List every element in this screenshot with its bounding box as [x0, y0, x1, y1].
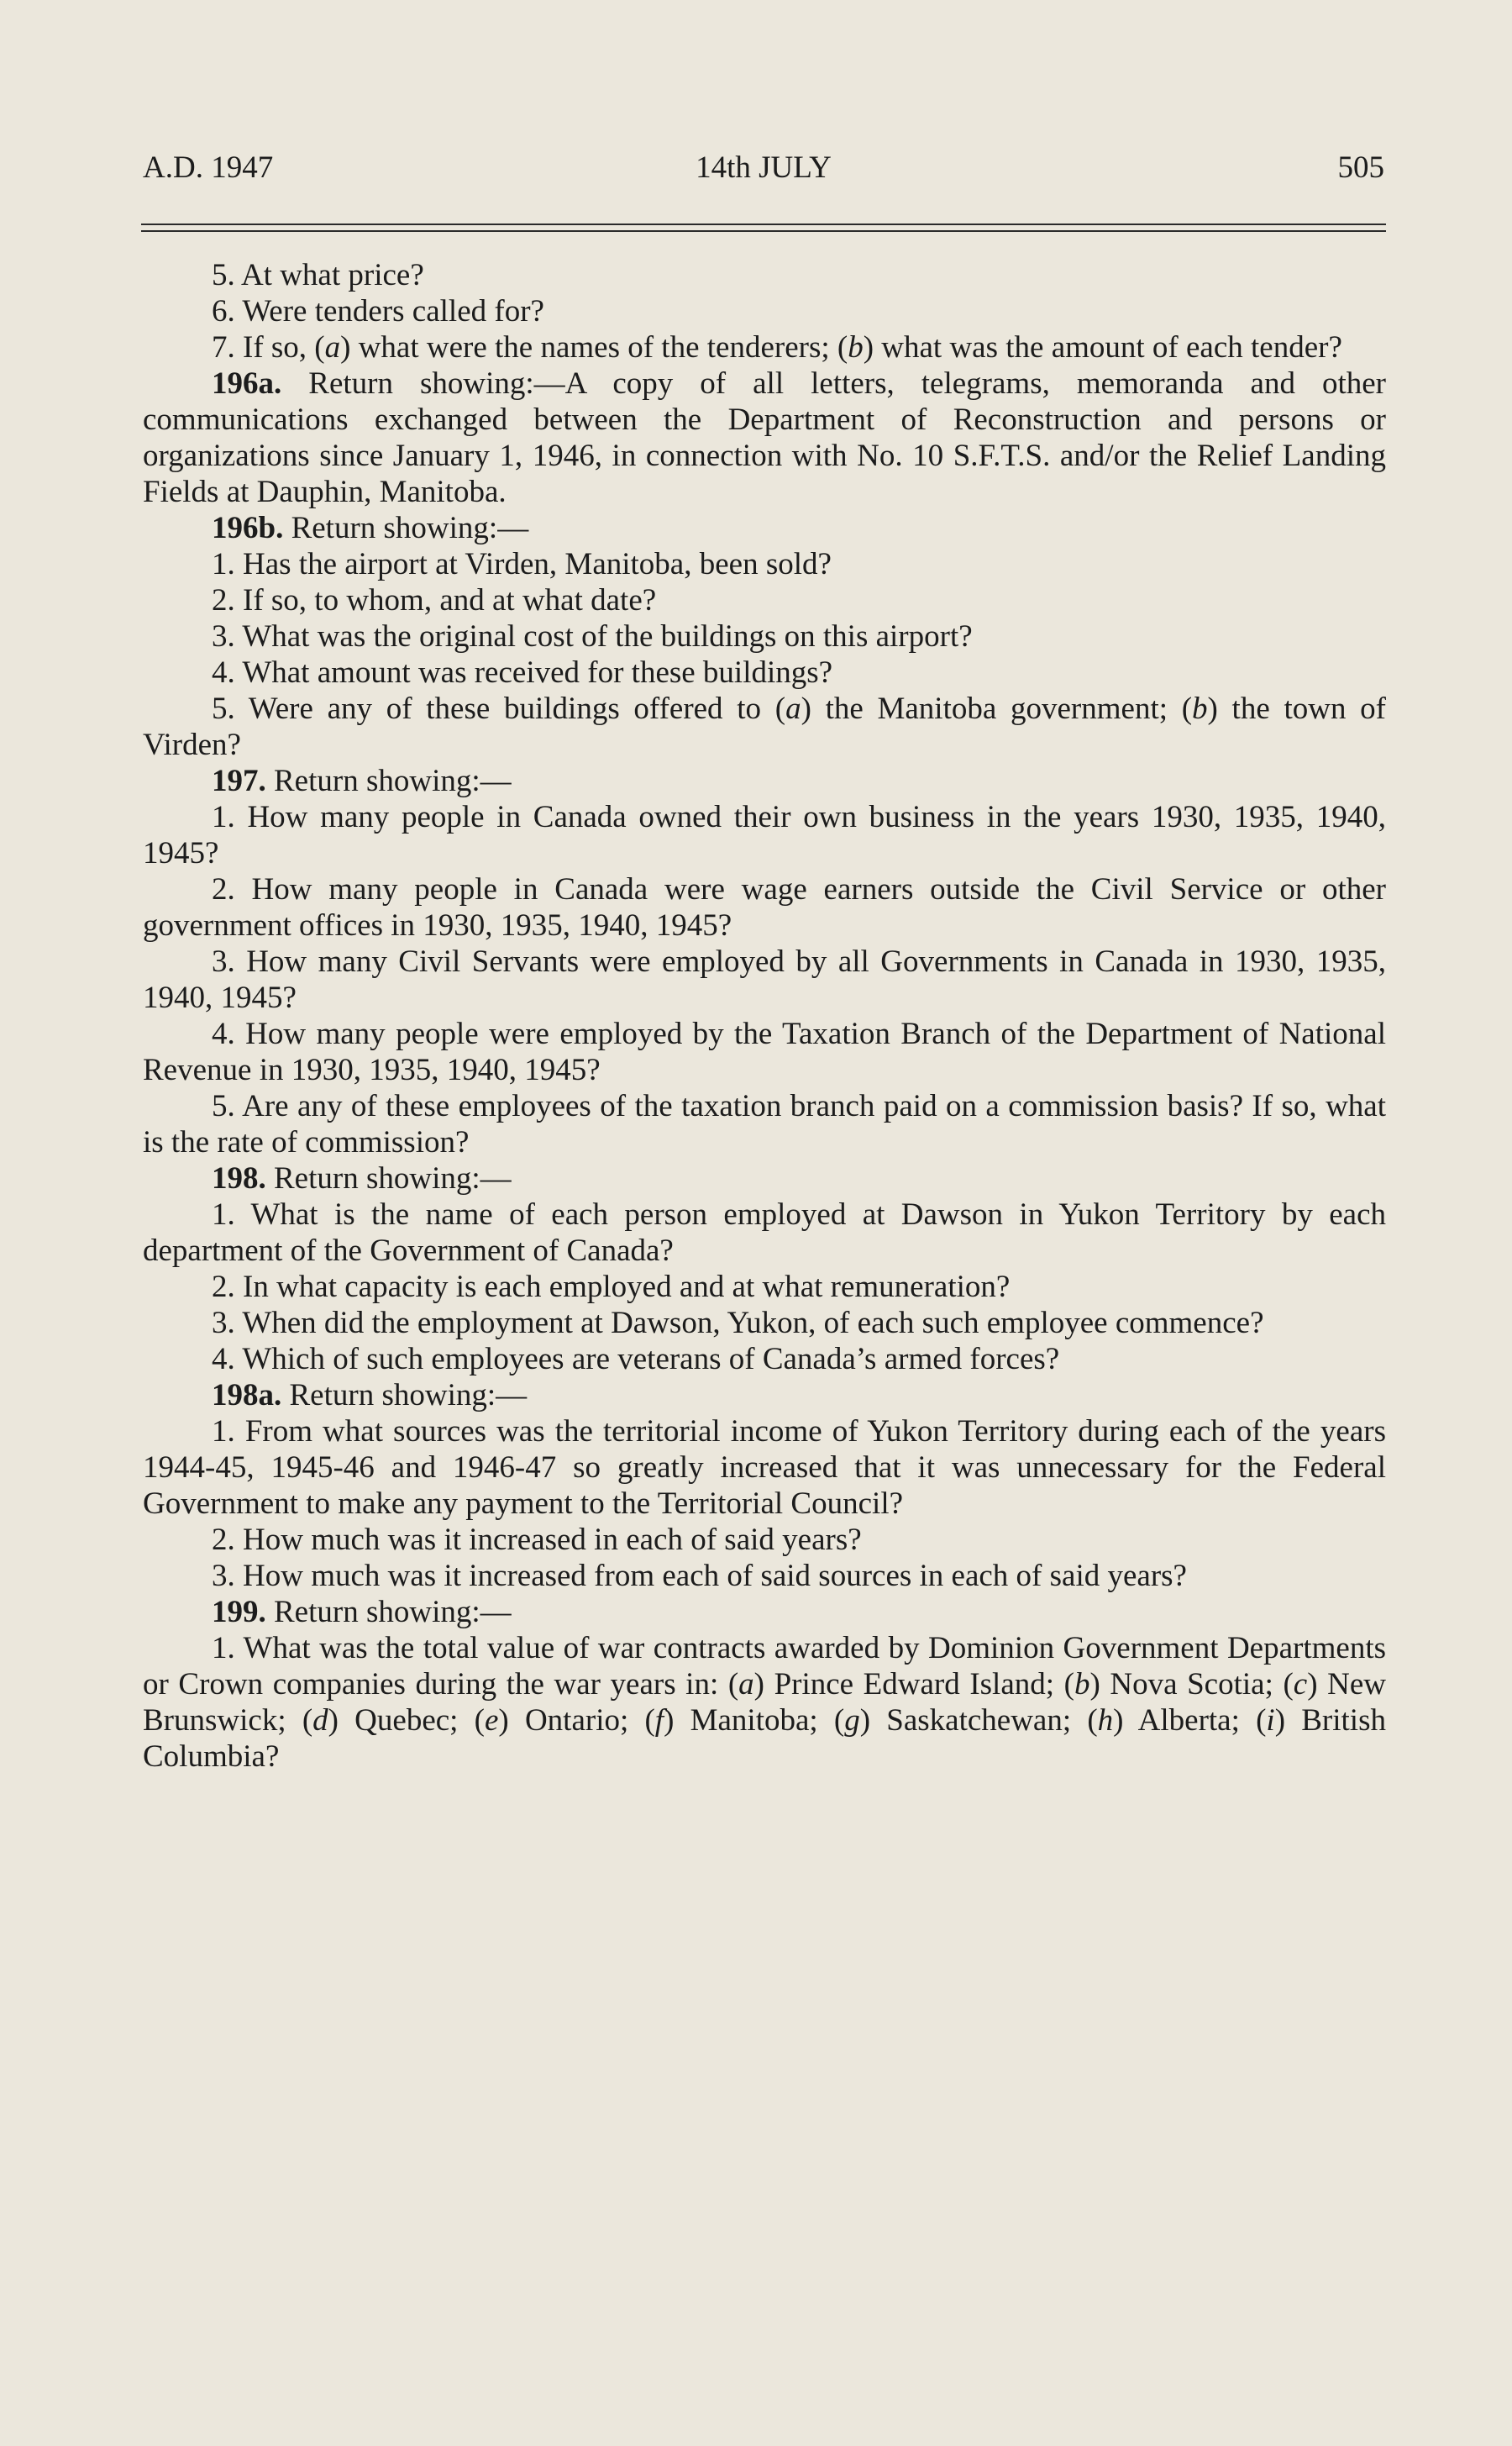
question-196b-heading [143, 510, 1386, 546]
list-item: 3. When did the employment at Dawson, Yukon, of each such employee commence? [212, 1306, 1264, 1340]
list-item: 4. Which of such employees are veterans of Canada’s armed forces? [212, 1342, 1060, 1376]
list-item: 1. Has the airport at Virden, Manitoba, been sold? [212, 547, 832, 581]
question-199-heading [143, 1594, 1386, 1630]
list-item: 5. Were any of these buildings offered to (a) the Manitoba government; (b) the town of Virden? [143, 692, 1386, 762]
cont-item-5: 5. At what price? [212, 258, 424, 292]
cont-item-7: 7. If so, (a) what were the names of the tenderers; (b) what was the amount of each tender? [212, 330, 1342, 365]
question-number: 198. [212, 1161, 266, 1196]
question-196a [143, 366, 1386, 510]
question-number: 196a. [212, 366, 282, 401]
question-number: 196b. [212, 511, 284, 545]
list-item: 2. In what capacity is each employed and at what remuneration? [212, 1270, 1011, 1304]
question-intro: Return showing:— [274, 1161, 512, 1196]
list-item: 2. How much was it increased in each of said years? [212, 1523, 862, 1557]
question-197-heading [143, 763, 1386, 799]
question-intro: Return showing:— [289, 1378, 528, 1412]
question-number: 199. [212, 1595, 266, 1629]
question-198-heading [143, 1160, 1386, 1197]
question-intro: Return showing:— [274, 1595, 512, 1629]
list-item: 1. How many people in Canada owned their own business in the years 1930, 1935, 1940, 1945? [143, 800, 1386, 871]
question-198a-heading [143, 1377, 1386, 1413]
list-item: 1. From what sources was the territorial income of Yukon Territory during each of the years 1944-45, 1945-46 and 1946-47 so greatly increased that it was unnecessary for the Federal Government to make any payment to the Territorial Council? [143, 1414, 1386, 1521]
question-text: Return showing:—A copy of all letters, telegrams, memoranda and other communications exchanged between the Department of Reconstruction and persons or organizations since January 1, 1946, in connection with No. 10 S.F.T.S. and/or the Relief Landing Fields at Dauphin, Manitoba. [143, 366, 1386, 509]
header-date: 14th JULY [696, 150, 832, 185]
list-item: 1. What is the name of each person employed at Dawson in Yukon Territory by each department of the Government of Canada? [143, 1197, 1386, 1268]
question-number: 198a. [212, 1378, 282, 1412]
header-double-rule [141, 224, 1386, 232]
question-number: 197. [212, 764, 266, 798]
question-intro: Return showing:— [291, 511, 529, 545]
header-year: A.D. 1947 [143, 150, 274, 185]
running-header [143, 150, 1384, 200]
list-item: 1. What was the total value of war contracts awarded by Dominion Government Departments or Crown companies during the war years in: (a) Prince Edward Island; (b) Nova Scotia; (c) New Brunswick; (d) Quebec; (e) Ontario; (f) Manitoba; (g) Saskatchewan; (h) Alberta; (i) British Columbia? [143, 1631, 1386, 1774]
list-item: 3. How many Civil Servants were employed by all Governments in Canada in 1930, 1935, 1940, 1945? [143, 944, 1386, 1015]
page-content [143, 257, 1386, 1775]
question-intro: Return showing:— [274, 764, 512, 798]
list-item: 2. If so, to whom, and at what date? [212, 583, 657, 618]
page-number: 505 [1337, 150, 1384, 185]
list-item: 2. How many people in Canada were wage earners outside the Civil Service or other government offices in 1930, 1935, 1940, 1945? [143, 872, 1386, 943]
list-item: 4. What amount was received for these buildings? [212, 655, 833, 690]
cont-item-6: 6. Were tenders called for? [212, 294, 544, 329]
list-item: 3. How much was it increased from each of said sources in each of said years? [212, 1559, 1187, 1593]
list-item: 5. Are any of these employees of the taxation branch paid on a commission basis? If so, what is the rate of commission? [143, 1089, 1386, 1160]
list-item: 3. What was the original cost of the buildings on this airport? [212, 619, 973, 654]
list-item: 4. How many people were employed by the Taxation Branch of the Department of National Revenue in 1930, 1935, 1940, 1945? [143, 1017, 1386, 1087]
